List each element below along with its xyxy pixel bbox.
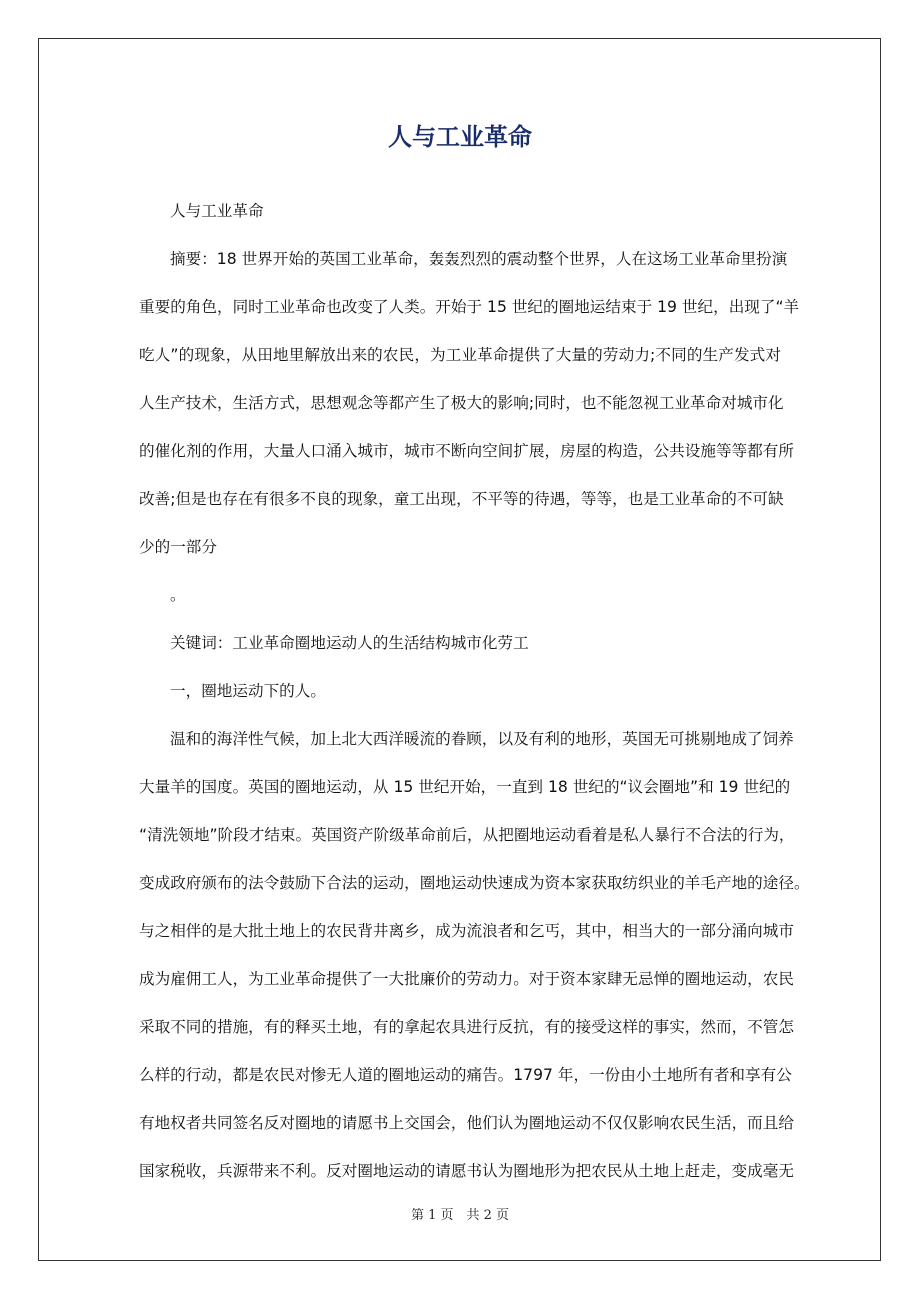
abstract-line: 吃人”的现象，从田地里解放出来的农民，为工业革命提供了大量的劳动力;不同的生产发式对 bbox=[139, 346, 781, 364]
section-heading: 一，圈地运动下的人。 bbox=[170, 682, 326, 700]
abstract-line: 重要的角色，同时工业革命也改变了人类。开始于 15 世纪的圈地运结束于 19 世纪，出现了“羊 bbox=[139, 298, 800, 316]
abstract-end: 。 bbox=[170, 586, 186, 604]
page-number: 第 1 页 共 2 页 bbox=[410, 1208, 510, 1223]
paragraph-line: 有地权者共同签名反对圈地的请愿书上交国会，他们认为圈地运动不仅仅影响农民生活，而且给 bbox=[139, 1114, 794, 1132]
abstract-line: 的催化剂的作用，大量人口涌入城市，城市不断向空间扩展，房屋的构造，公共设施等等都有所 bbox=[139, 442, 794, 460]
document-body bbox=[139, 187, 810, 1195]
paragraph-line: 与之相伴的是大批土地上的农民背井离乡，成为流浪者和乞丐，其中，相当大的一部分涌向城市 bbox=[139, 922, 794, 940]
abstract-line: 人生产技术，生活方式，思想观念等都产生了极大的影响;同时，也不能忽视工业革命对城市化 bbox=[139, 394, 784, 412]
paragraph-line: 采取不同的措施，有的释买土地，有的拿起农具进行反抗，有的接受这样的事实，然而，不管怎 bbox=[139, 1018, 794, 1036]
abstract-line: 少的一部分 bbox=[139, 538, 217, 556]
paragraph-line: 国家税收，兵源带来不利。反对圈地运动的请愿书认为圈地形为把农民从土地上赶走，变成毫无 bbox=[139, 1162, 794, 1180]
document-title: 人与工业革命 bbox=[388, 123, 532, 151]
paragraph-line: 温和的海洋性气候，加上北大西洋暖流的眷顾，以及有利的地形，英国无可挑剔地成了饲养 bbox=[170, 730, 794, 748]
paragraph-line: 大量羊的国度。英国的圈地运动，从 15 世纪开始，一直到 18 世纪的“议会圈地”和 19 世纪的 bbox=[139, 778, 791, 796]
abstract-line: 改善;但是也存在有很多不良的现象，童工出现，不平等的待遇，等等，也是工业革命的不可缺 bbox=[139, 490, 784, 508]
keywords-line: 关键词：工业革命圈地运动人的生活结构城市化劳工 bbox=[170, 634, 529, 652]
paragraph-line: 成为雇佣工人，为工业革命提供了一大批廉价的劳动力。对于资本家肆无忌惮的圈地运动，农民 bbox=[139, 970, 794, 988]
subtitle-line: 人与工业革命 bbox=[170, 202, 264, 220]
paragraph-line: 么样的行动，都是农民对惨无人道的圈地运动的痛告。1797 年，一份由小土地所有者和享有公 bbox=[139, 1066, 792, 1084]
paragraph-line: 变成政府颁布的法令鼓励下合法的运动，圈地运动快速成为资本家获取纺织业的羊毛产地的途径。 bbox=[139, 874, 810, 892]
paragraph-line: “清洗领地”阶段才结束。英国资产阶级革命前后，从把圈地运动看着是私人暴行不合法的行为， bbox=[139, 826, 795, 844]
abstract-line: 摘要：18 世界开始的英国工业革命，轰轰烈烈的震动整个世界，人在这场工业革命里扮演 bbox=[170, 250, 788, 268]
